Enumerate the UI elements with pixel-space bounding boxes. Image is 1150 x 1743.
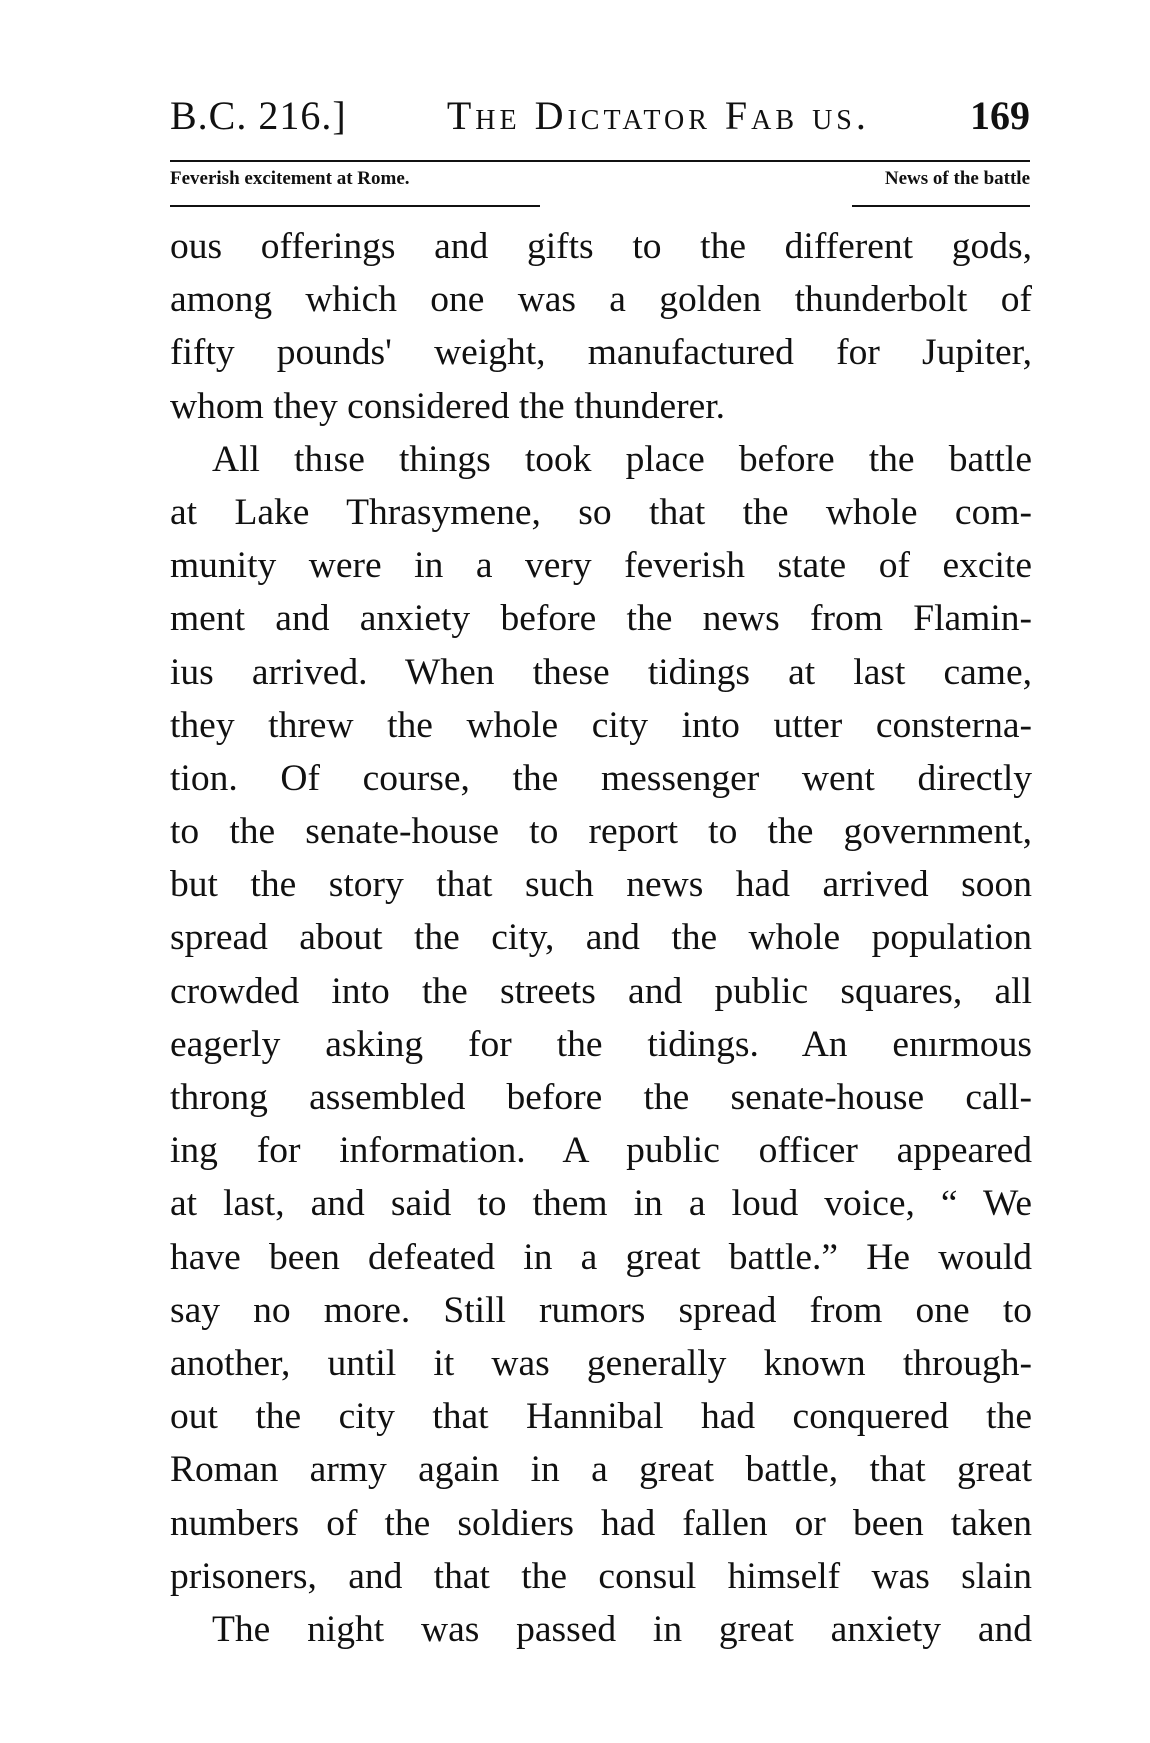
text-line: ius arrived. When these tidings at last came, [170, 651, 1032, 693]
shoulder-rule-right [852, 205, 1030, 207]
page-number: 169 [970, 93, 1030, 138]
text-line: munity were in a very feverish state of excite [170, 545, 1032, 587]
shoulder-notes [170, 168, 1030, 196]
section-date: B.C. 216.] [170, 93, 347, 138]
text-line: out the city that Hannibal had conquered the [170, 1396, 1032, 1438]
shoulder-note-right: News of the battle [884, 168, 1030, 189]
text-line: All thıse things took place before the battle [212, 438, 1032, 480]
running-head [170, 92, 1030, 152]
text-line: fifty pounds' weight, manufactured for Jupiter, [170, 332, 1032, 374]
text-line: whom they considered the thunderer. [170, 385, 726, 427]
text-line: have been defeated in a great battle.” He would [170, 1236, 1032, 1278]
running-title: The Dictator Fab us. [446, 93, 870, 138]
text-line: Roman army again in a great battle, that great [170, 1449, 1032, 1491]
shoulder-rule-left [170, 205, 540, 207]
text-line: another, until it was generally known through- [170, 1342, 1032, 1384]
text-line: The night was passed in great anxiety and [212, 1608, 1032, 1650]
shoulder-rule [170, 205, 1030, 207]
text-line: ment and anxiety before the news from Flamin- [170, 598, 1032, 640]
body-text [170, 220, 1032, 1656]
text-line: throng assembled before the senate-house call- [170, 1077, 1032, 1118]
text-line: to the senate-house to report to the government, [170, 811, 1032, 853]
text-line: they threw the whole city into utter consterna- [170, 704, 1032, 746]
text-line: eagerly asking for the tidings. An enırmous [170, 1023, 1032, 1065]
header-rule [170, 160, 1030, 162]
text-line: among which one was a golden thunderbolt of [170, 279, 1032, 321]
shoulder-note-left: Feverish excitement at Rome. [170, 168, 410, 189]
text-line: but the story that such news had arrived soon [170, 864, 1032, 906]
text-line: crowded into the streets and public squares, all [170, 970, 1032, 1012]
text-line: at last, and said to them in a loud voice, “ We [170, 1183, 1032, 1225]
text-line: say no more. Still rumors spread from one to [170, 1289, 1032, 1331]
text-line: spread about the city, and the whole population [170, 917, 1032, 959]
text-line: ing for information. A public officer appeared [170, 1130, 1032, 1172]
text-line: numbers of the soldiers had fallen or been taken [170, 1502, 1032, 1544]
text-line: ous offerings and gifts to the different gods, [170, 226, 1032, 267]
text-line: at Lake Thrasymene, so that the whole com- [170, 491, 1032, 533]
text-line: prisoners, and that the consul himself was slain [170, 1555, 1032, 1597]
text-line: tion. Of course, the messenger went directly [170, 757, 1032, 799]
